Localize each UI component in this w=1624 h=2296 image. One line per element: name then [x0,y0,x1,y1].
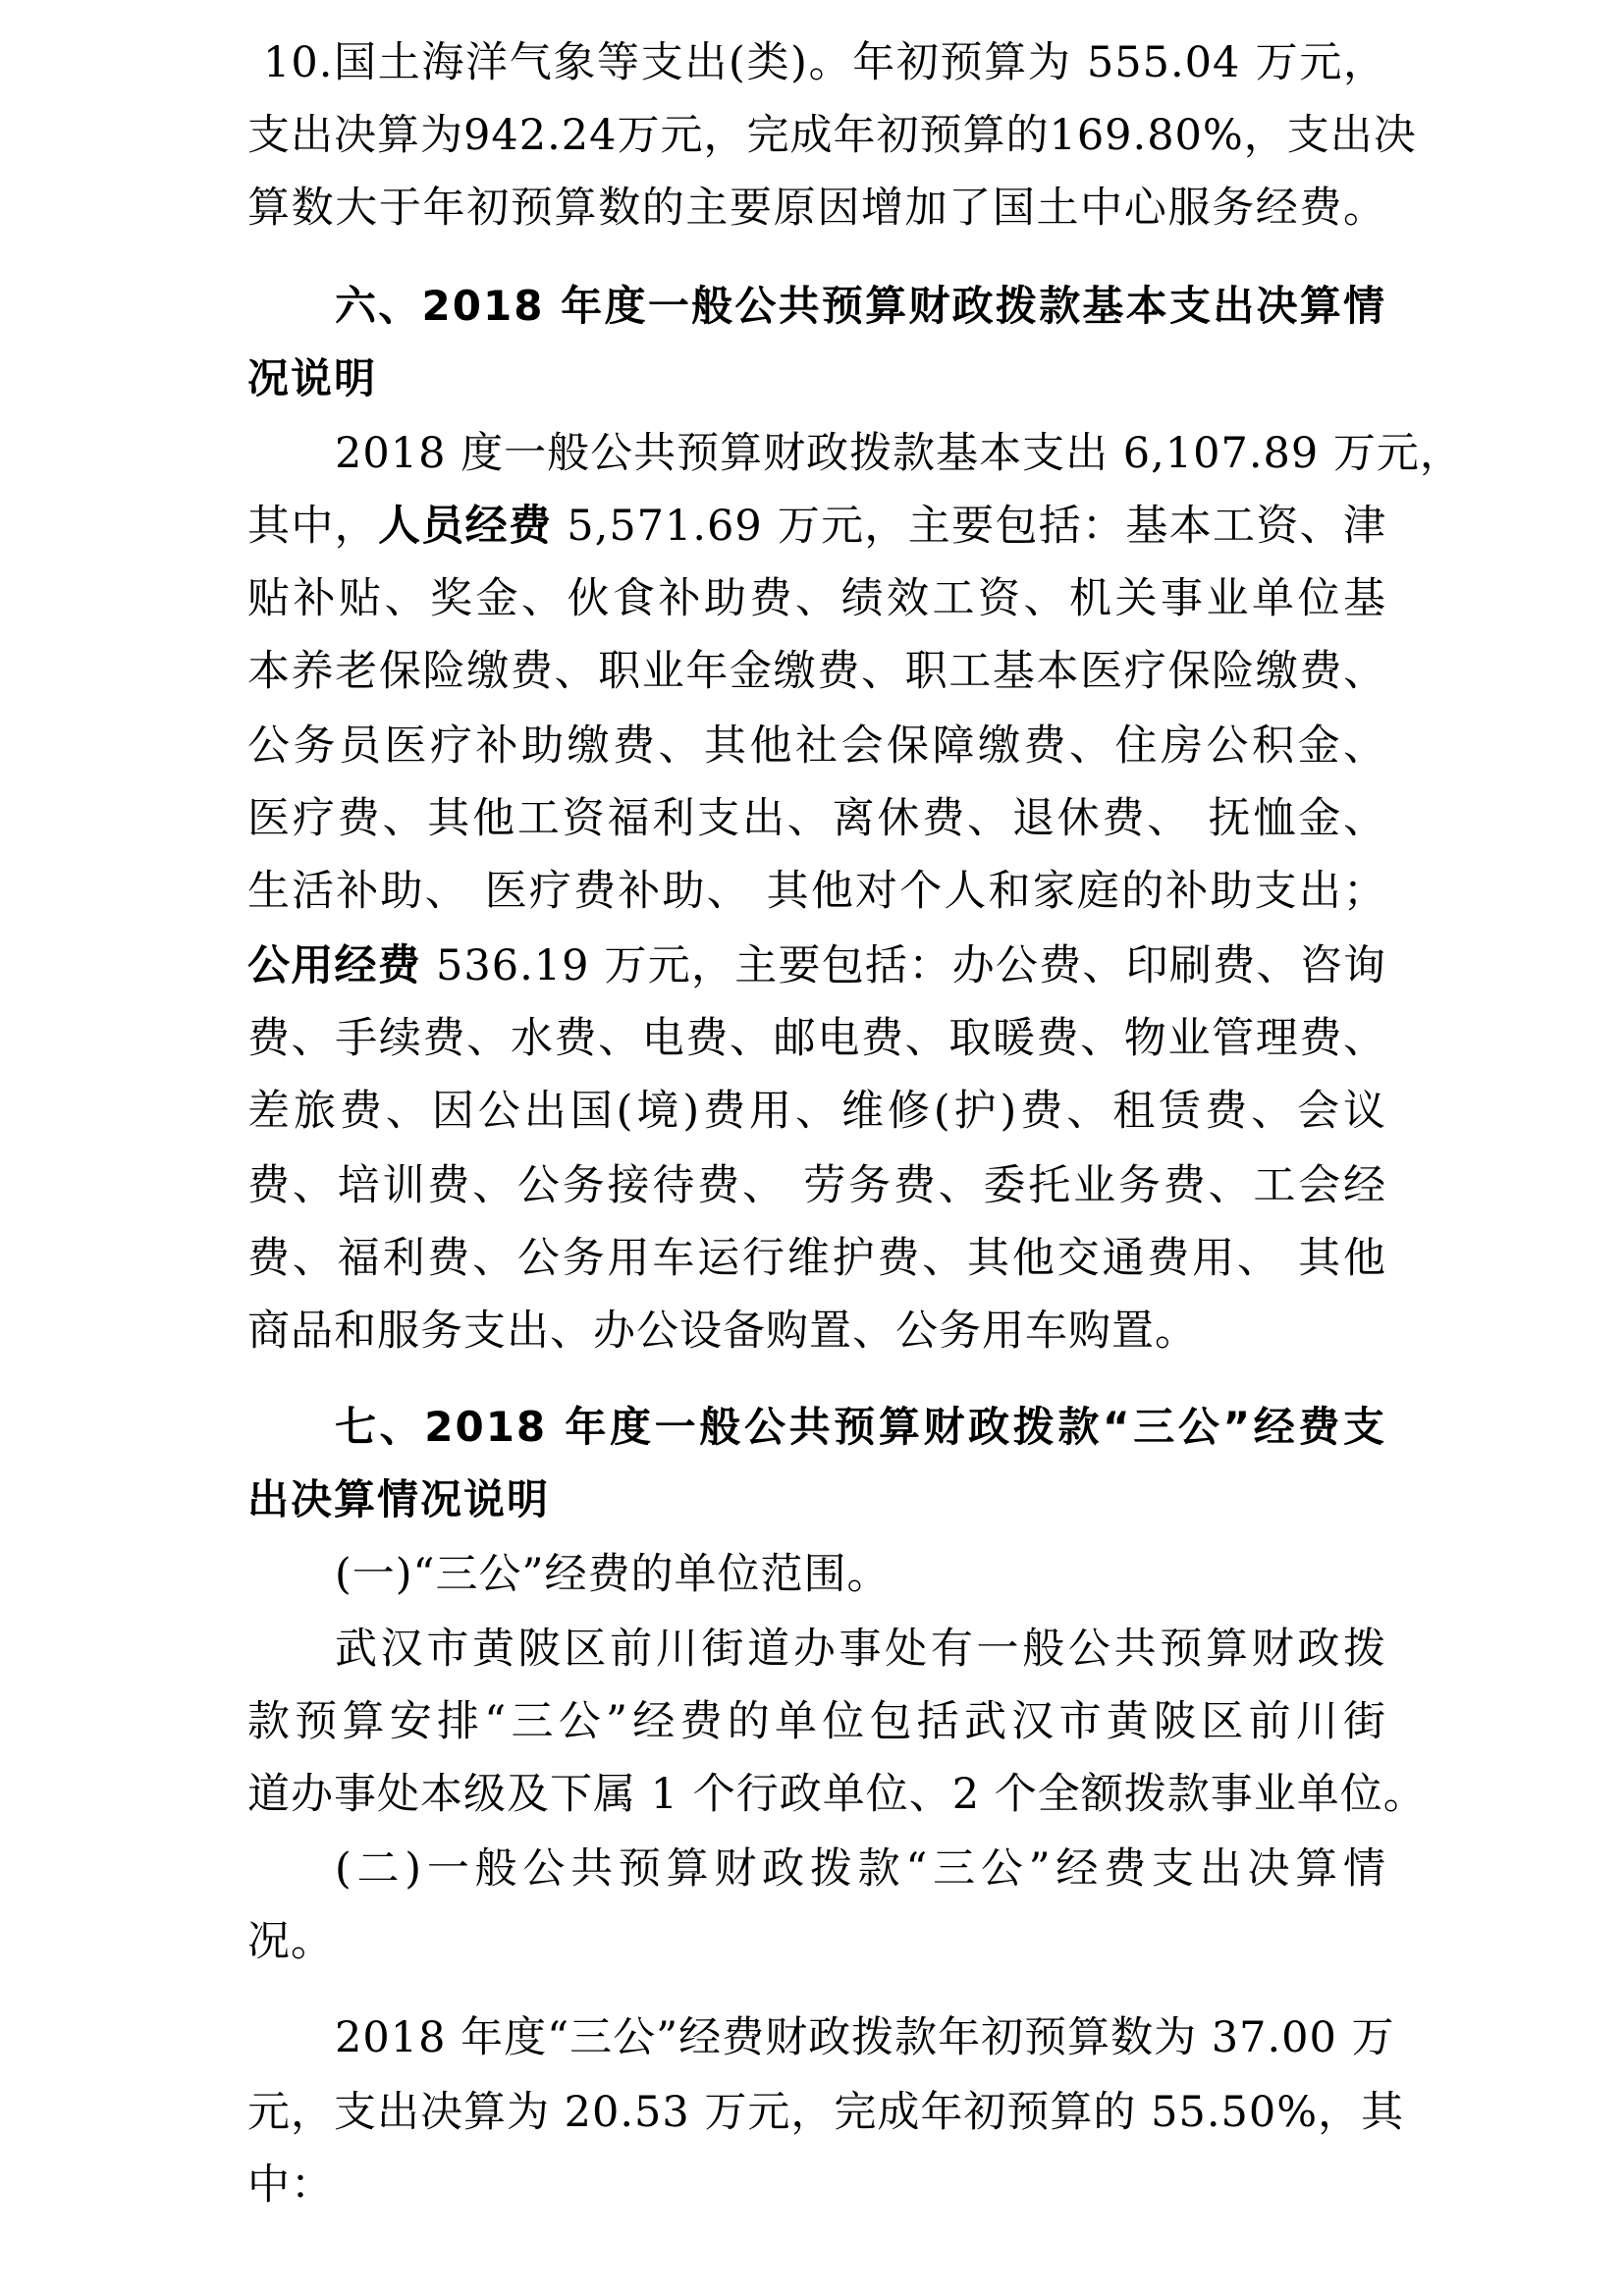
text-line: 10.国土海洋气象等支出(类)。年初预算为 555.04 万元， [263,38,1386,87]
text-line: 费、手续费、水费、电费、邮电费、取暖费、物业管理费、 [247,1014,1386,1063]
text-line: 费、培训费、公务接待费、 劳务费、委托业务费、工会经 [247,1161,1386,1210]
text-line: 道办事处本级及下属 1 个行政单位、2 个全额拨款事业单位。 [247,1770,1427,1819]
section-heading: 七、2018 年度一般公共预算财政拨款“三公”经费支 [335,1403,1386,1451]
text-line: 贴补贴、奖金、伙食补助费、绩效工资、机关事业单位基 [247,574,1386,623]
text-line: 元，支出决算为 20.53 万元，完成年初预算的 55.50%，其 [247,2088,1405,2137]
text-line: 公务员医疗补助缴费、其他社会保障缴费、住房公积金、 [247,721,1386,771]
text-line [247,501,1386,552]
text-line: 2018 年度“三公”经费财政拨款年初预算数为 37.00 万 [335,2013,1395,2062]
text-fragment: 其中， [247,502,378,551]
section-heading-cont: 出决算情况说明 [247,1475,551,1523]
text-line: 医疗费、其他工资福利支出、离休费、退休费、 抚恤金、 [247,794,1386,843]
text-line: 款预算安排“三公”经费的单位包括武汉市黄陂区前川街 [247,1697,1386,1746]
subsection-title: (一)“三公”经费的单位范围。 [335,1550,891,1599]
text-line: 差旅费、因公出国(境)费用、维修(护)费、租赁费、会议 [247,1087,1386,1136]
text-line: 支出决算为942.24万元，完成年初预算的169.80%，支出决 [247,111,1417,160]
text-line: 2018 度一般公共预算财政拨款基本支出 6,107.89 万元， [335,429,1463,478]
text-line: 生活补助、 医疗费补助、 其他对个人和家庭的补助支出； [247,867,1386,916]
text-line: 费、福利费、公务用车运行维护费、其他交通费用、 其他 [247,1234,1386,1283]
section-heading: 六、2018 年度一般公共预算财政拨款基本支出决算情 [335,282,1386,330]
text-line [247,940,1386,991]
text-line: 算数大于年初预算数的主要原因增加了国土中心服务经费。 [247,184,1386,233]
bold-term: 公用经费 [247,941,422,990]
text-line: 商品和服务支出、办公设备购置、公务用车购置。 [247,1307,1198,1356]
text-line: 武汉市黄陂区前川街道办事处有一般公共预算财政拨 [335,1625,1386,1674]
subsection-title: (二)一般公共预算财政拨款“三公”经费支出决算情 [335,1844,1386,1894]
subsection-title-cont: 况。 [247,1917,334,1966]
text-line: 中： [247,2161,334,2210]
bold-term: 人员经费 [377,502,553,551]
section-heading-cont: 况说明 [247,354,378,402]
text-fragment: 5,571.69 万元，主要包括：基本工资、津 [552,502,1387,551]
text-fragment: 536.19 万元，主要包括：办公费、印刷费、咨询 [421,941,1387,990]
text-line: 本养老保险缴费、职业年金缴费、职工基本医疗保险缴费、 [247,647,1386,696]
